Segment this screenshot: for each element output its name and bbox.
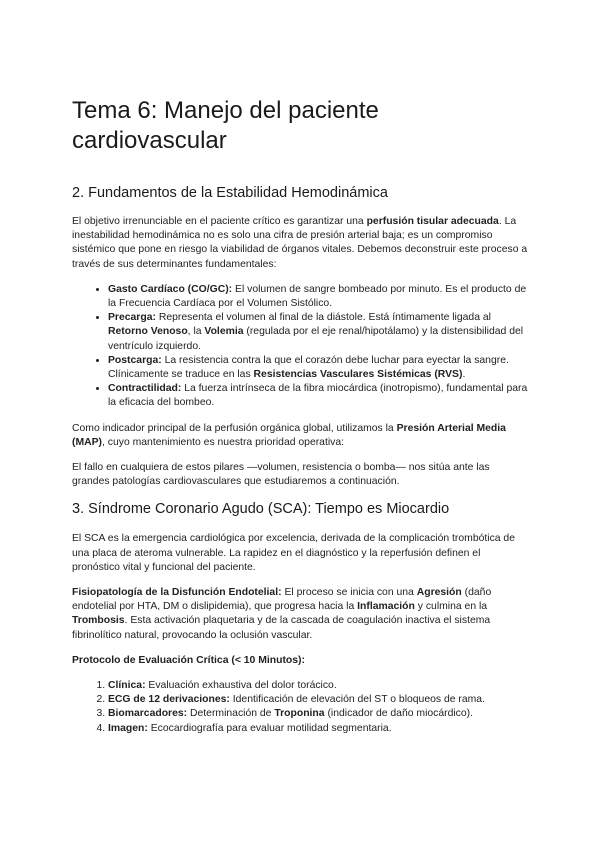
list-item-contractilidad: • Contractilidad: La fuerza intrínseca de la fibra miocárdica (inotropismo), fundamental para la eficacia del bombeo. xyxy=(108,382,530,410)
list-item-imagen: 4. Imagen: Ecocardiografía para evaluar motilidad segmentaria. xyxy=(108,722,530,736)
document-content xyxy=(72,96,530,747)
list-item-precarga: • Precarga: Representa el volumen al final de la diástole. Está íntimamente ligada al Retorno Venoso, la Volemia (regulada por el eje renal/hipotálamo) y la distensibilidad del ventrículo izquierdo. xyxy=(108,311,530,354)
protocol-steps-list xyxy=(72,679,530,736)
map-paragraph: Como indicador principal de la perfusión orgánica global, utilizamos la Presión Arterial Media (MAP), cuyo mantenimiento es nuestra prioridad operativa: xyxy=(72,422,506,448)
list-item-postcarga: • Postcarga: La resistencia contra la que el corazón debe luchar para eyectar la sangre. Clínicamente se traduce en las Resistencias Vasculares Sistémicas (RVS). xyxy=(108,354,530,382)
list-item-gasto: • Gasto Cardíaco (CO/GC): El volumen de sangre bombeado por minuto. Es el producto de la Frecuencia Cardíaca por el Volumen Sistólico. xyxy=(108,283,530,311)
section-3-intro: El SCA es la emergencia cardiológica por excelencia, derivada de la complicación trombótica de una placa de ateroma vulnerable. La rapidez en el diagnóstico y la reperfusión definen el pronóstico vital y funcional del paciente. xyxy=(72,533,515,573)
protocol-heading: Protocolo de Evaluación Crítica (< 10 Minutos): xyxy=(72,654,305,666)
section-2-closing: El fallo en cualquiera de estos pilares —volumen, resistencia o bomba— nos sitúa ante las grandes patologías cardiovasculares que estudiaremos a continuación. xyxy=(72,462,490,488)
determinants-list xyxy=(72,283,530,411)
section-2-heading: 2. Fundamentos de la Estabilidad Hemodinámica xyxy=(72,185,388,201)
fisiopatologia-paragraph: Fisiopatología de la Disfunción Endotelial: El proceso se inicia con una Agresión (daño endotelial por HTA, DM o dislipidemia), que progresa hacia la Inflamación y culmina en la Trombosis. Esta activación plaquetaria y de la cascada de coagulación inactiva el sistema fibrinolítico natural, provocando la oclusión vascular. xyxy=(72,587,492,641)
section-3-heading: 3. Síndrome Coronario Agudo (SCA): Tiempo es Miocardio xyxy=(72,501,450,518)
section-2-intro: El objetivo irrenunciable en el paciente crítico es garantizar una perfusión tisular adecuada. La inestabilidad hemodinámica no es solo una cifra de presión arterial baja; es un compromiso sistémico que pone en riesgo la viabilidad de órganos vitales. Debemos deconstruir este proceso a través de sus determinantes fundamentales: xyxy=(72,216,528,270)
list-item-ecg: 2. ECG de 12 derivaciones: Identificación de elevación del ST o bloqueos de rama. xyxy=(108,693,530,707)
list-item-clinica: 1. Clínica: Evaluación exhaustiva del dolor torácico. xyxy=(108,679,530,693)
page-title: Tema 6: Manejo del paciente cardiovascular xyxy=(72,97,379,154)
list-item-biomarcadores: 3. Biomarcadores: Determinación de Troponina (indicador de daño miocárdico). xyxy=(108,707,530,721)
